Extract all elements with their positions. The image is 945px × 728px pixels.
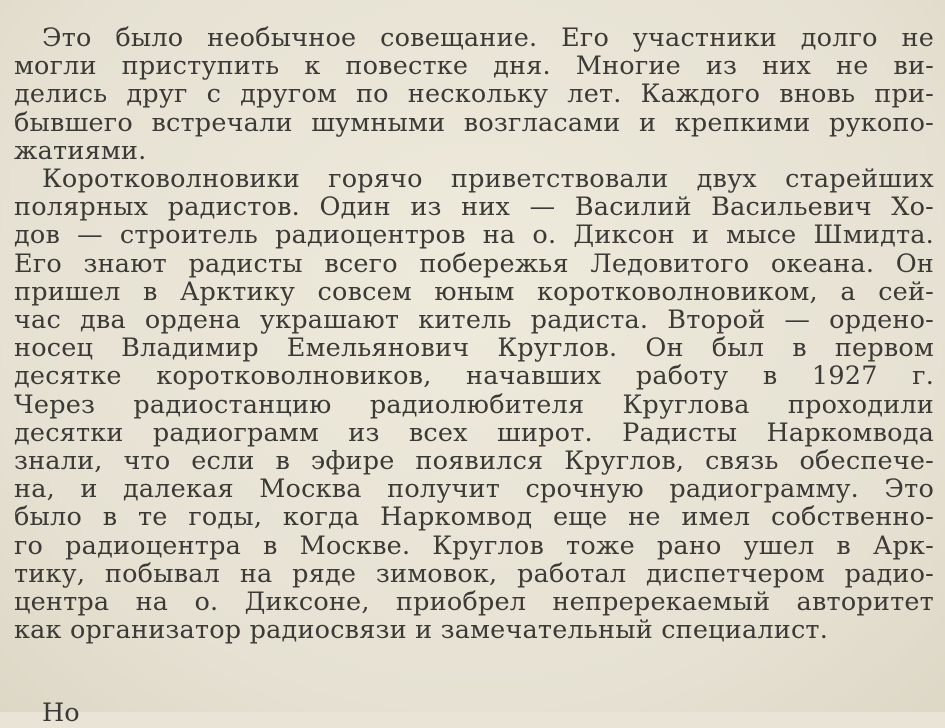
text-line: час два ордена украшают китель радиста. Второй — ордено- [14, 305, 934, 336]
text-line: Его знают радисты всего побережья Ледовитого океана. Он [14, 248, 934, 279]
text-line: десятки радиограмм из всех широт. Радисты Наркомвода [14, 417, 934, 448]
text-line: делись друг с другом по нескольку лет. Каждого вновь при- [14, 79, 934, 110]
text-line: было в те годы, когда Наркомвод еще не имел собственно- [14, 502, 934, 533]
text-line: как организатор радиосвязи и замечательный специалист. [14, 615, 829, 646]
paragraph-1 [14, 24, 934, 165]
text-line: центра на о. Диксоне, приобрел непререкаемый авторитет [14, 587, 934, 618]
text-line: носец Владимир Емельянович Круглов. Он был в первом [14, 333, 934, 364]
text-line: Через радиостанцию радиолюбителя Круглова проходили [14, 389, 934, 420]
text-line: жатиями. [14, 135, 147, 166]
text-line: тику, побывал на ряде зимовок, работал диспетчером радио- [14, 558, 934, 589]
cut-off-line: Но [42, 698, 80, 728]
paragraph-2 [14, 165, 934, 644]
text-line: Коротковолновики горячо приветствовали двух старейших [42, 164, 934, 195]
text-line: Это было необычное совещание. Его участники долго не [42, 23, 934, 53]
text-line: на, и далекая Москва получит срочную радиограмму. Это [14, 474, 934, 505]
text-line: десятке коротковолновиков, начавших работу в 1927 г. [14, 361, 934, 392]
text-line: дов — строитель радиоцентров на о. Диксон и мысе Шмидта. [14, 220, 934, 251]
text-line: пришел в Арктику совсем юным коротковолновиком, а сей- [14, 276, 934, 307]
body-text [14, 24, 934, 644]
text-line: полярных радистов. Один из них — Василий Васильевич Хо- [14, 192, 934, 223]
text-line: знали, что если в эфире появился Круглов, связь обеспече- [14, 446, 934, 477]
text-line: бывшего встречали шумными возгласами и крепкими рукопо- [14, 107, 934, 138]
text-line: могли приступить к повестке дня. Многие из них не ви- [14, 51, 934, 82]
text-line: го радиоцентра в Москве. Круглов тоже рано ушел в Арк- [14, 530, 934, 561]
